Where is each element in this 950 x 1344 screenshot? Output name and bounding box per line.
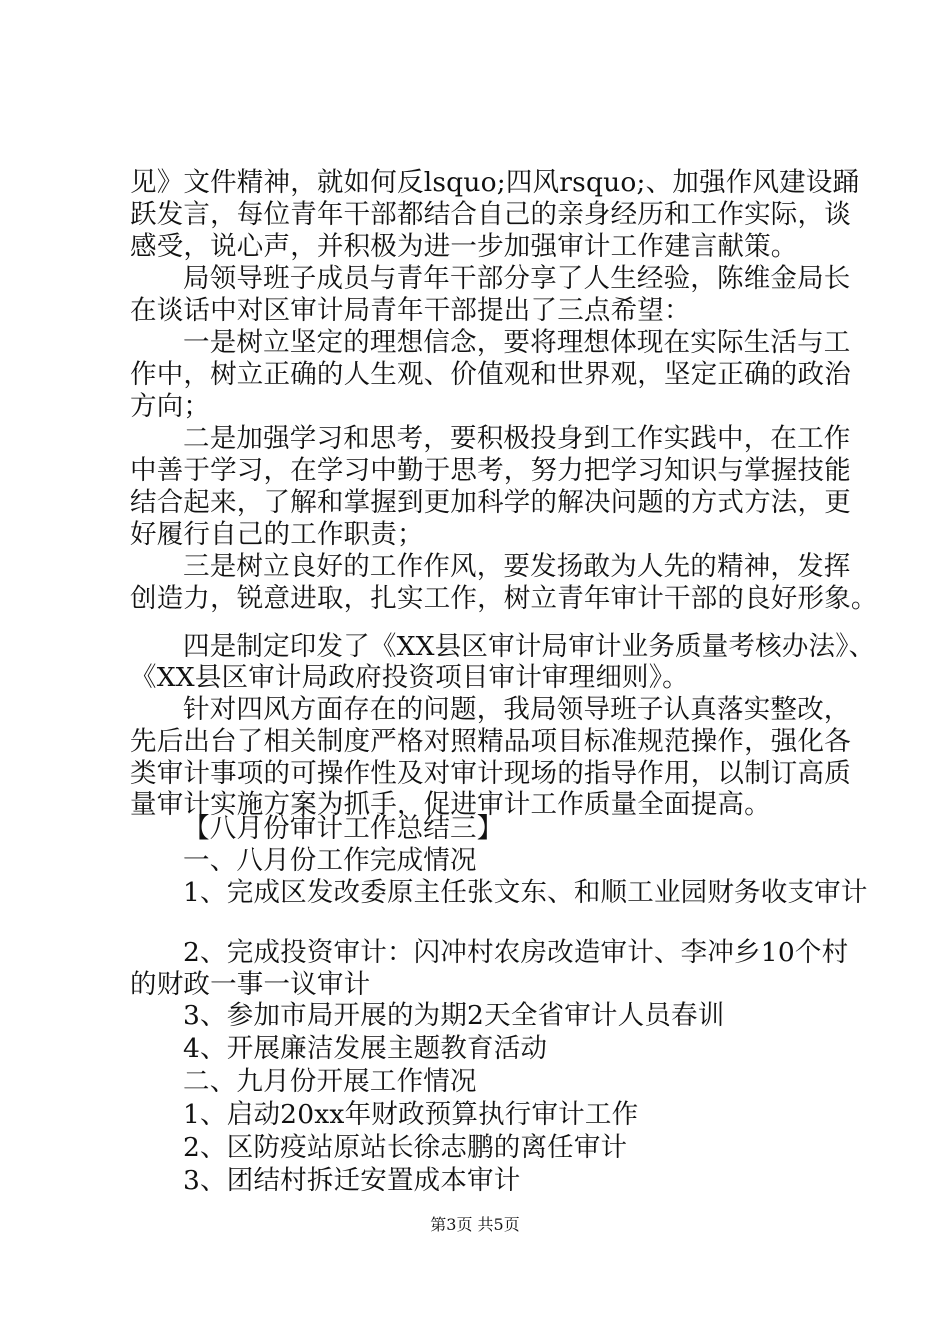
text-line: 3、参加市局开展的为期2天全省审计人员春训	[183, 1000, 725, 1031]
text-line: 1、启动20xx年财政预算执行审计工作	[183, 1099, 639, 1130]
text-line: 跃发言，每位青年干部都结合自己的亲身经历和工作实际，谈	[130, 199, 851, 230]
text-line: 一、八月份工作完成情况	[183, 845, 477, 876]
text-line: 2、完成投资审计：闪冲村农房改造审计、李冲乡10个村	[183, 937, 849, 968]
text-line: 4、开展廉洁发展主题教育活动	[183, 1033, 548, 1064]
text-line: 2、区防疫站原站长徐志鹏的离任审计	[183, 1132, 628, 1163]
text-line: 先后出台了相关制度严格对照精品项目标准规范操作，强化各	[130, 726, 851, 757]
text-line: 创造力，锐意进取，扎实工作，树立青年审计干部的良好形象。	[130, 583, 878, 614]
text-line: 好履行自己的工作职责；	[130, 519, 424, 550]
text-line: 见》文件精神，就如何反lsquo;四风rsquo;、加强作风建设踊	[130, 167, 860, 198]
text-line: 的财政一事一议审计	[130, 969, 371, 1000]
text-line: 类审计事项的可操作性及对审计现场的指导作用，以制订高质	[130, 758, 851, 789]
text-line: 结合起来，了解和掌握到更加科学的解决问题的方式方法，更	[130, 487, 851, 518]
text-line: 方向；	[130, 391, 211, 422]
text-line: 二、九月份开展工作情况	[183, 1066, 477, 1097]
text-line: 三是树立良好的工作作风，要发扬敢为人先的精神，发挥	[183, 551, 851, 582]
text-line: 感受，说心声，并积极为进一步加强审计工作建言献策。	[130, 231, 798, 262]
text-line: 一是树立坚定的理想信念，要将理想体现在实际生活与工	[183, 327, 851, 358]
text-line: 《XX县区审计局政府投资项目审计审理细则》。	[130, 662, 689, 693]
text-line: 1、完成区发改委原主任张文东、和顺工业园财务收支审计	[183, 877, 868, 908]
text-line: 量审计实施方案为抓手，促进审计工作质量全面提高。	[130, 789, 771, 820]
text-line: 二是加强学习和思考，要积极投身到工作实践中，在工作	[183, 423, 851, 454]
text-line: 中善于学习，在学习中勤于思考，努力把学习知识与掌握技能	[130, 455, 851, 486]
text-line: 针对四风方面存在的问题，我局领导班子认真落实整改，	[183, 694, 851, 725]
section-heading: 【八月份审计工作总结三】	[183, 813, 504, 844]
text-line: 在谈话中对区审计局青年干部提出了三点希望：	[130, 295, 691, 326]
text-line: 作中，树立正确的人生观、价值观和世界观，坚定正确的政治	[130, 359, 851, 390]
page-number: 第3页 共5页	[430, 1215, 520, 1234]
text-line: 局领导班子成员与青年干部分享了人生经验，陈维金局长	[183, 263, 851, 294]
text-line: 四是制定印发了《XX县区审计局审计业务质量考核办法》、	[183, 631, 876, 662]
text-line: 3、团结村拆迁安置成本审计	[183, 1165, 521, 1196]
